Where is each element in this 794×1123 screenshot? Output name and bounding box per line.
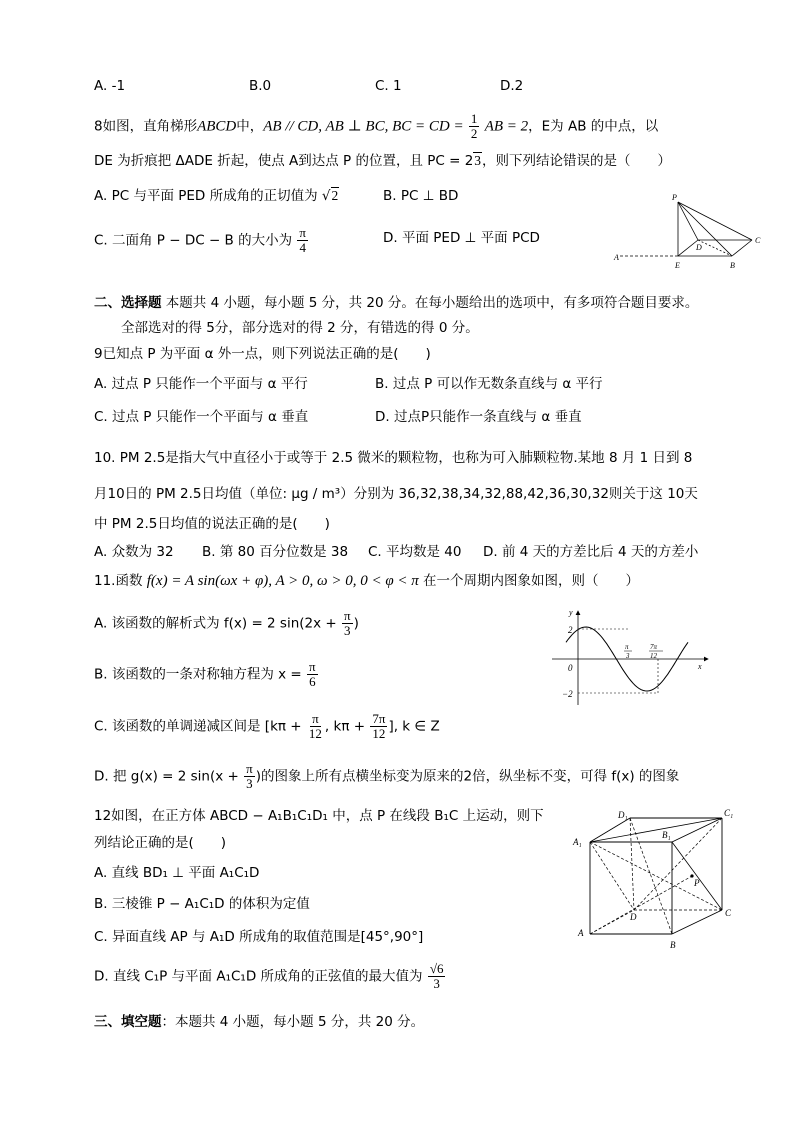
section2-text2: 全部选对的得 5分，部分选对的得 2 分，有错选的得 0 分。 [121, 320, 479, 336]
q10-stem-line1: 10. PM 2.5是指大气中直径小于或等于 2.5 微米的颗粒物，也称为可入肺颗粒物.某地 8 月 1 日到 8 [94, 450, 693, 466]
q9-option-b: B. 过点 P 可以作无数条直线与 α 平行 [375, 376, 603, 392]
q11-option-b: B. 该函数的一条对称轴方程为 x = $\frac{\pi}{6}$ [94, 659, 316, 689]
q8-label-b: B [730, 261, 735, 270]
q8-option-b: B. PC ⊥ BD [383, 188, 459, 204]
q8-option-d: D. 平面 PED ⊥ 平面 PCD [383, 230, 540, 246]
q8-math: AB // CD, AB ⊥ BC, BC = CD = [263, 118, 464, 135]
q12-stem-line1: 12如图，在正方体 ABCD − A₁B₁C₁D₁ 中，点 P 在线段 B₁C 上运动，则下 [94, 808, 544, 824]
q11-label-neg2: −2 [562, 689, 573, 699]
q12-option-b: B. 三棱锥 P − A₁C₁D 的体积为定值 [94, 896, 310, 912]
q11-stem: 11.函数 f(x) = A sin(ωx + φ), A > 0, ω > 0, 0 < φ < π 在一个周期内图象如图，则（ ） [94, 573, 640, 589]
q10-option-c: C. 平均数是 40 [368, 544, 462, 560]
q10-option-a: A. 众数为 32 [94, 544, 174, 560]
q8-text: 如图，直角梯形 [102, 118, 198, 135]
q8-trapezoid-figure [612, 190, 772, 270]
q8-option-a: A. PC 与平面 PED 所成角的正切值为 √2 [94, 188, 339, 204]
q7-option-d: D.2 [500, 78, 524, 94]
section2-heading [94, 293, 698, 313]
q11-axis-x: x [698, 662, 702, 671]
q9-option-c: C. 过点 P 只能作一个平面与 α 垂直 [94, 409, 309, 425]
q8-text: DE 为折痕把 ΔADE 折起，使点 A到达点 P 的位置，且 PC = 2 [94, 153, 474, 169]
q8-sqrt: 3 [474, 153, 482, 168]
section3-heading [94, 1012, 424, 1032]
q12-option-d: D. 直线 C₁P 与平面 A₁C₁D 所成角的正弦值的最大值为 $\frac{√6}{3}$ [94, 961, 444, 991]
q8-label-p: P [672, 193, 677, 202]
q12-stem-line2: 列结论正确的是( ) [94, 835, 227, 851]
q8-stem-line2 [94, 151, 671, 171]
q8-label-e: E [675, 261, 680, 270]
q12-label-a1: A₁ [573, 837, 582, 847]
q12-option-a: A. 直线 BD₁ ⊥ 平面 A₁C₁D [94, 865, 260, 881]
q10-option-d: D. 前 4 天的方差比后 4 天的方差小 [483, 544, 699, 560]
q8-label-d: D [696, 243, 702, 252]
q10-stem-line3: 中 PM 2.5日均值的说法正确的是( ) [94, 516, 330, 532]
q11-label-2: 2 [568, 625, 573, 635]
q11-origin: 0 [568, 663, 573, 673]
q8-stem-line1 [94, 112, 658, 141]
q8-label-a: A [614, 253, 619, 262]
q12-cube-figure [568, 806, 748, 954]
q7-option-a: A. -1 [94, 78, 126, 94]
q8-label-c: C [755, 236, 761, 245]
q10-stem-line2: 月10日的 PM 2.5日均值（单位: μg / m³）分别为 36,32,38,34,32,88,42,36,30,32则关于这 10天 [94, 486, 698, 502]
q12-option-c: C. 异面直线 AP 与 A₁D 所成角的取值范围是[45°,90°] [94, 929, 424, 945]
q8-math: AB = 2 [484, 118, 529, 135]
q8-text: ，则下列结论错误的是（ ） [482, 153, 672, 169]
q12-label-b: B [670, 940, 676, 950]
q9-option-a: A. 过点 P 只能作一个平面与 α 平行 [94, 376, 308, 392]
q11-tick-7pi12-den: 12 [650, 652, 657, 660]
q8-text: 中， [236, 118, 264, 135]
q11-axis-y: y [569, 608, 573, 617]
q12-label-p: P [694, 878, 700, 888]
q11-option-d: D. 把 g(x) = 2 sin(x + $\frac{\pi}{3}$ )的图象上所有点横坐标变为原来的2倍，纵坐标不变，可得 f(x) 的图象 [94, 761, 680, 791]
section2-text: 本题共 4 小题，每小题 5 分，共 20 分。在每小题给出的选项中，有多项符合题目要求。 [161, 295, 699, 311]
q11-tick-7pi12-num: 7π [650, 643, 658, 651]
q8-math: ABCD [197, 118, 237, 135]
q8-text: ，E为 AB 的中点，以 [528, 118, 659, 135]
q7-option-c: C. 1 [375, 78, 402, 94]
q12-label-c: C [725, 908, 732, 918]
q12-label-a: A [578, 928, 584, 938]
q10-option-b: B. 第 80 百分位数是 38 [202, 544, 349, 560]
q9-stem: 9已知点 P 为平面 α 外一点，则下列说法正确的是( ) [94, 346, 431, 362]
q12-label-b1: B₁ [662, 830, 671, 840]
q7-option-b: B.0 [249, 78, 272, 94]
q8-option-c: C. 二面角 P − DC − B 的大小为 $\frac{\pi}{4}$ [94, 225, 306, 255]
q11-tick-pi3-num: π [625, 643, 629, 651]
q11-sine-graph [548, 605, 718, 710]
q9-option-d: D. 过点P只能作一条直线与 α 垂直 [375, 409, 582, 425]
q12-label-c1: C₁ [724, 808, 734, 818]
q11-tick-pi3-den: 3 [626, 652, 630, 660]
section3-text: ：本题共 4 小题，每小题 5 分，共 20 分。 [161, 1014, 425, 1030]
section3-title: 三、填空题 [94, 1014, 162, 1030]
q11-option-c: C. 该函数的单调递减区间是 [kπ + $\frac{\pi}{12}$ , kπ + $\frac{7\pi}{12}$ ], k ∈ Z [94, 711, 440, 741]
q12-label-d: D [630, 912, 637, 922]
q8-number: 8 [94, 118, 103, 135]
section2-title: 二、选择题 [94, 295, 162, 311]
q11-option-a: A. 该函数的解析式为 f(x) = 2 sin(2x + $\frac{\pi}{3}$ ) [94, 608, 359, 638]
q12-label-d1: D₁ [618, 810, 628, 820]
q8-fraction: $\frac{1}{2}$ [470, 111, 478, 141]
